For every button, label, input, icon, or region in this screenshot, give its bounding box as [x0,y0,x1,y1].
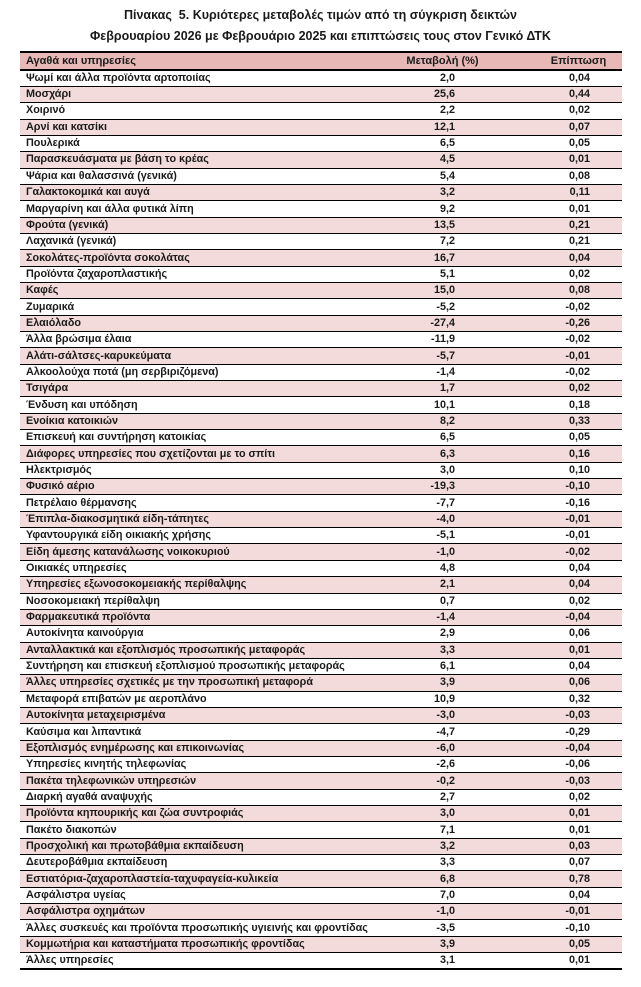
change-value: 3,2 [405,184,505,200]
change-value: 7,2 [405,233,505,249]
header-goods-services: Αγαθά και υπηρεσίες [20,52,405,70]
item-label: Φυσικό αέριο [20,479,405,495]
header-change-percent: Μεταβολή (%) [405,52,505,70]
effect-value: 0,01 [505,805,622,821]
table-header [20,52,622,70]
table-row [20,332,622,348]
effect-value: -0,02 [505,299,622,315]
table-row [20,495,622,511]
table-row [20,397,622,413]
change-value: 0,7 [405,593,505,609]
change-value: -19,3 [405,479,505,495]
effect-value: 0,03 [505,838,622,854]
effect-value: 0,04 [505,887,622,903]
item-label: Ψάρια και θαλασσινά (γενικά) [20,168,405,184]
effect-value: -0,10 [505,479,622,495]
change-value: 9,2 [405,201,505,217]
effect-value: 0,02 [505,789,622,805]
change-value: 3,0 [405,805,505,821]
effect-value: 0,07 [505,119,622,135]
item-label: Οικιακές υπηρεσίες [20,560,405,576]
item-label: Φρούτα (γενικά) [20,217,405,233]
item-label: Ασφάλιστρα οχημάτων [20,904,405,920]
effect-value: 0,04 [505,577,622,593]
effect-value: 0,07 [505,855,622,871]
table-row [20,381,622,397]
change-value: -11,9 [405,332,505,348]
effect-value: -0,04 [505,609,622,625]
change-value: 12,1 [405,119,505,135]
item-label: Λαχανικά (γενικά) [20,233,405,249]
item-label: Διάφορες υπηρεσίες που σχετίζονται με το σπίτι [20,446,405,462]
table-row [20,887,622,903]
item-label: Πετρέλαιο θέρμανσης [20,495,405,511]
item-label: Γαλακτοκομικά και αυγά [20,184,405,200]
title-line-1: Πίνακας 5. Κυριότερες μεταβολές τιμών από τη σύγκριση δεικτών [123,8,518,22]
effect-value: 0,06 [505,626,622,642]
change-value: 2,2 [405,103,505,119]
effect-value: 0,33 [505,413,622,429]
effect-value: -0,02 [505,544,622,560]
table-row [20,413,622,429]
table-row [20,103,622,119]
table-row [20,446,622,462]
table-row [20,953,622,969]
table-row [20,315,622,331]
effect-value: -0,01 [505,348,622,364]
effect-value: -0,06 [505,756,622,772]
change-value: 3,2 [405,838,505,854]
change-value: 25,6 [405,86,505,102]
effect-value: 0,10 [505,462,622,478]
item-label: Χοιρινό [20,103,405,119]
change-value: -4,7 [405,724,505,740]
change-value: 3,3 [405,855,505,871]
effect-value: -0,03 [505,707,622,723]
item-label: Προσχολική και πρωτοβάθμια εκπαίδευση [20,838,405,854]
change-value: 5,4 [405,168,505,184]
change-value: -3,0 [405,707,505,723]
change-value: 2,7 [405,789,505,805]
effect-value: -0,04 [505,740,622,756]
item-label: Αυτοκίνητα καινούργια [20,626,405,642]
effect-value: 0,05 [505,135,622,151]
change-value: 15,0 [405,282,505,298]
table-row [20,822,622,838]
item-label: Υφαντουργικά είδη οικιακής χρήσης [20,528,405,544]
table-row [20,871,622,887]
effect-value: 0,01 [505,953,622,969]
effect-value: 0,05 [505,936,622,952]
change-value: -3,5 [405,920,505,936]
table-row [20,691,622,707]
table-row [20,462,622,478]
table-row [20,70,622,86]
change-value: -1,4 [405,609,505,625]
effect-value: 0,08 [505,168,622,184]
table-row [20,479,622,495]
item-label: Άλλες συσκευές και προϊόντα προσωπικής υγιεινής και φροντίδας [20,920,405,936]
item-label: Πακέτο διακοπών [20,822,405,838]
change-value: -1,0 [405,904,505,920]
item-label: Είδη άμεσης κατανάλωσης νοικοκυριού [20,544,405,560]
table-row [20,756,622,772]
table-row [20,707,622,723]
change-value: -5,7 [405,348,505,364]
table-row [20,430,622,446]
change-value: 6,1 [405,658,505,674]
item-label: Υπηρεσίες εξωνοσοκομειακής περίθαλψης [20,577,405,593]
item-label: Διαρκή αγαθά αναψυχής [20,789,405,805]
item-label: Ελαιόλαδο [20,315,405,331]
effect-value: -0,02 [505,332,622,348]
effect-value: 0,04 [505,560,622,576]
item-label: Νοσοκομειακή περίθαλψη [20,593,405,609]
table-row [20,740,622,756]
effect-value: 0,04 [505,70,622,86]
item-label: Αλκοολούχα ποτά (μη σερβιριζόμενα) [20,364,405,380]
change-value: -6,0 [405,740,505,756]
effect-value: -0,03 [505,773,622,789]
effect-value: 0,04 [505,658,622,674]
change-value: -5,1 [405,528,505,544]
table-row [20,658,622,674]
change-value: -7,7 [405,495,505,511]
item-label: Άλλες υπηρεσίες σχετικές με την προσωπική μεταφορά [20,675,405,691]
item-label: Παρασκευάσματα με βάση το κρέας [20,152,405,168]
change-value: 6,5 [405,430,505,446]
table-row [20,511,622,527]
item-label: Συντήρηση και επισκευή εξοπλισμού προσωπικής μεταφοράς [20,658,405,674]
change-value: 4,8 [405,560,505,576]
change-value: 2,1 [405,577,505,593]
effect-value: 0,05 [505,430,622,446]
change-value: -1,0 [405,544,505,560]
change-value: 8,2 [405,413,505,429]
table-row [20,528,622,544]
item-label: Φαρμακευτικά προϊόντα [20,609,405,625]
item-label: Σοκολάτες-προϊόντα σοκολάτας [20,250,405,266]
table-row [20,577,622,593]
item-label: Ζυμαρικά [20,299,405,315]
change-value: -5,2 [405,299,505,315]
effect-value: 0,02 [505,593,622,609]
effect-value: -0,16 [505,495,622,511]
effect-value: 0,04 [505,250,622,266]
table-row [20,838,622,854]
change-value: 7,1 [405,822,505,838]
change-value: 3,9 [405,675,505,691]
item-label: Μοσχάρι [20,86,405,102]
table-row [20,201,622,217]
table-row [20,119,622,135]
item-label: Αλάτι-σάλτσες-καρυκεύματα [20,348,405,364]
effect-value: -0,26 [505,315,622,331]
table-row [20,86,622,102]
effect-value: 0,08 [505,282,622,298]
table-row [20,217,622,233]
effect-value: 0,01 [505,642,622,658]
change-value: -2,6 [405,756,505,772]
table-row [20,184,622,200]
item-label: Αρνί και κατσίκι [20,119,405,135]
effect-value: 0,01 [505,201,622,217]
effect-value: 0,01 [505,152,622,168]
effect-value: 0,44 [505,86,622,102]
effect-value: 0,16 [505,446,622,462]
item-label: Εστιατόρια-ζαχαροπλαστεία-ταχυφαγεία-κυλικεία [20,871,405,887]
table-row [20,626,622,642]
table-row [20,920,622,936]
table-row [20,364,622,380]
table-row [20,805,622,821]
table-row [20,348,622,364]
table-body [20,70,622,969]
table-row [20,642,622,658]
effect-value: 0,02 [505,266,622,282]
table-row [20,855,622,871]
table-row [20,168,622,184]
table-row [20,675,622,691]
effect-value: 0,02 [505,103,622,119]
change-value: 7,0 [405,887,505,903]
price-changes-table [20,51,622,970]
item-label: Υπηρεσίες κινητής τηλεφωνίας [20,756,405,772]
effect-value: -0,01 [505,528,622,544]
table-row [20,135,622,151]
title-line-2: Φεβρουαρίου 2026 με Φεβρουάριο 2025 και επιπτώσεις τους στον Γενικό ΔΤΚ [90,29,551,43]
effect-value: -0,29 [505,724,622,740]
table-row [20,936,622,952]
item-label: Εξοπλισμός ενημέρωσης και επικοινωνίας [20,740,405,756]
change-value: 5,1 [405,266,505,282]
effect-value: 0,21 [505,217,622,233]
item-label: Άλλα βρώσιμα έλαια [20,332,405,348]
table-row [20,789,622,805]
item-label: Καφές [20,282,405,298]
item-label: Επισκευή και συντήρηση κατοικίας [20,430,405,446]
change-value: -4,0 [405,511,505,527]
effect-value: 0,21 [505,233,622,249]
item-label: Ασφάλιστρα υγείας [20,887,405,903]
change-value: 3,3 [405,642,505,658]
effect-value: 0,02 [505,381,622,397]
header-effect: Επίπτωση [505,52,622,70]
item-label: Ανταλλακτικά και εξοπλισμός προσωπικής μεταφοράς [20,642,405,658]
change-value: -1,4 [405,364,505,380]
table-row [20,282,622,298]
item-label: Τσιγάρα [20,381,405,397]
item-label: Δευτεροβάθμια εκπαίδευση [20,855,405,871]
table-row [20,152,622,168]
effect-value: 0,06 [505,675,622,691]
table-row [20,299,622,315]
item-label: Ψωμί και άλλα προϊόντα αρτοποιίας [20,70,405,86]
table-row [20,609,622,625]
table-row [20,560,622,576]
table-row [20,544,622,560]
table-row [20,724,622,740]
effect-value: 0,11 [505,184,622,200]
change-value: -27,4 [405,315,505,331]
item-label: Καύσιμα και λιπαντικά [20,724,405,740]
effect-value: 0,78 [505,871,622,887]
change-value: 3,1 [405,953,505,969]
item-label: Μεταφορά επιβατών με αεροπλάνο [20,691,405,707]
table-row [20,593,622,609]
effect-value: -0,01 [505,904,622,920]
item-label: Κομμωτήρια και καταστήματα προσωπικής φροντίδας [20,936,405,952]
change-value: 6,5 [405,135,505,151]
table-title [0,0,641,47]
item-label: Ηλεκτρισμός [20,462,405,478]
table-row [20,250,622,266]
table-row [20,266,622,282]
effect-value: 0,18 [505,397,622,413]
item-label: Ένδυση και υπόδηση [20,397,405,413]
table-row [20,233,622,249]
effect-value: -0,02 [505,364,622,380]
change-value: -0,2 [405,773,505,789]
item-label: Μαργαρίνη και άλλα φυτικά λίπη [20,201,405,217]
item-label: Έπιπλα-διακοσμητικά είδη-τάπητες [20,511,405,527]
change-value: 2,0 [405,70,505,86]
table-row [20,773,622,789]
change-value: 4,5 [405,152,505,168]
effect-value: -0,01 [505,511,622,527]
item-label: Πουλερικά [20,135,405,151]
effect-value: -0,10 [505,920,622,936]
item-label: Προϊόντα ζαχαροπλαστικής [20,266,405,282]
effect-value: 0,32 [505,691,622,707]
change-value: 1,7 [405,381,505,397]
change-value: 6,8 [405,871,505,887]
item-label: Ενοίκια κατοικιών [20,413,405,429]
item-label: Προϊόντα κηπουρικής και ζώα συντροφιάς [20,805,405,821]
item-label: Πακέτα τηλεφωνικών υπηρεσιών [20,773,405,789]
change-value: 3,9 [405,936,505,952]
change-value: 16,7 [405,250,505,266]
change-value: 10,9 [405,691,505,707]
change-value: 2,9 [405,626,505,642]
item-label: Άλλες υπηρεσίες [20,953,405,969]
change-value: 6,3 [405,446,505,462]
effect-value: 0,01 [505,822,622,838]
item-label: Αυτοκίνητα μεταχειρισμένα [20,707,405,723]
table-row [20,904,622,920]
change-value: 13,5 [405,217,505,233]
change-value: 3,0 [405,462,505,478]
change-value: 10,1 [405,397,505,413]
